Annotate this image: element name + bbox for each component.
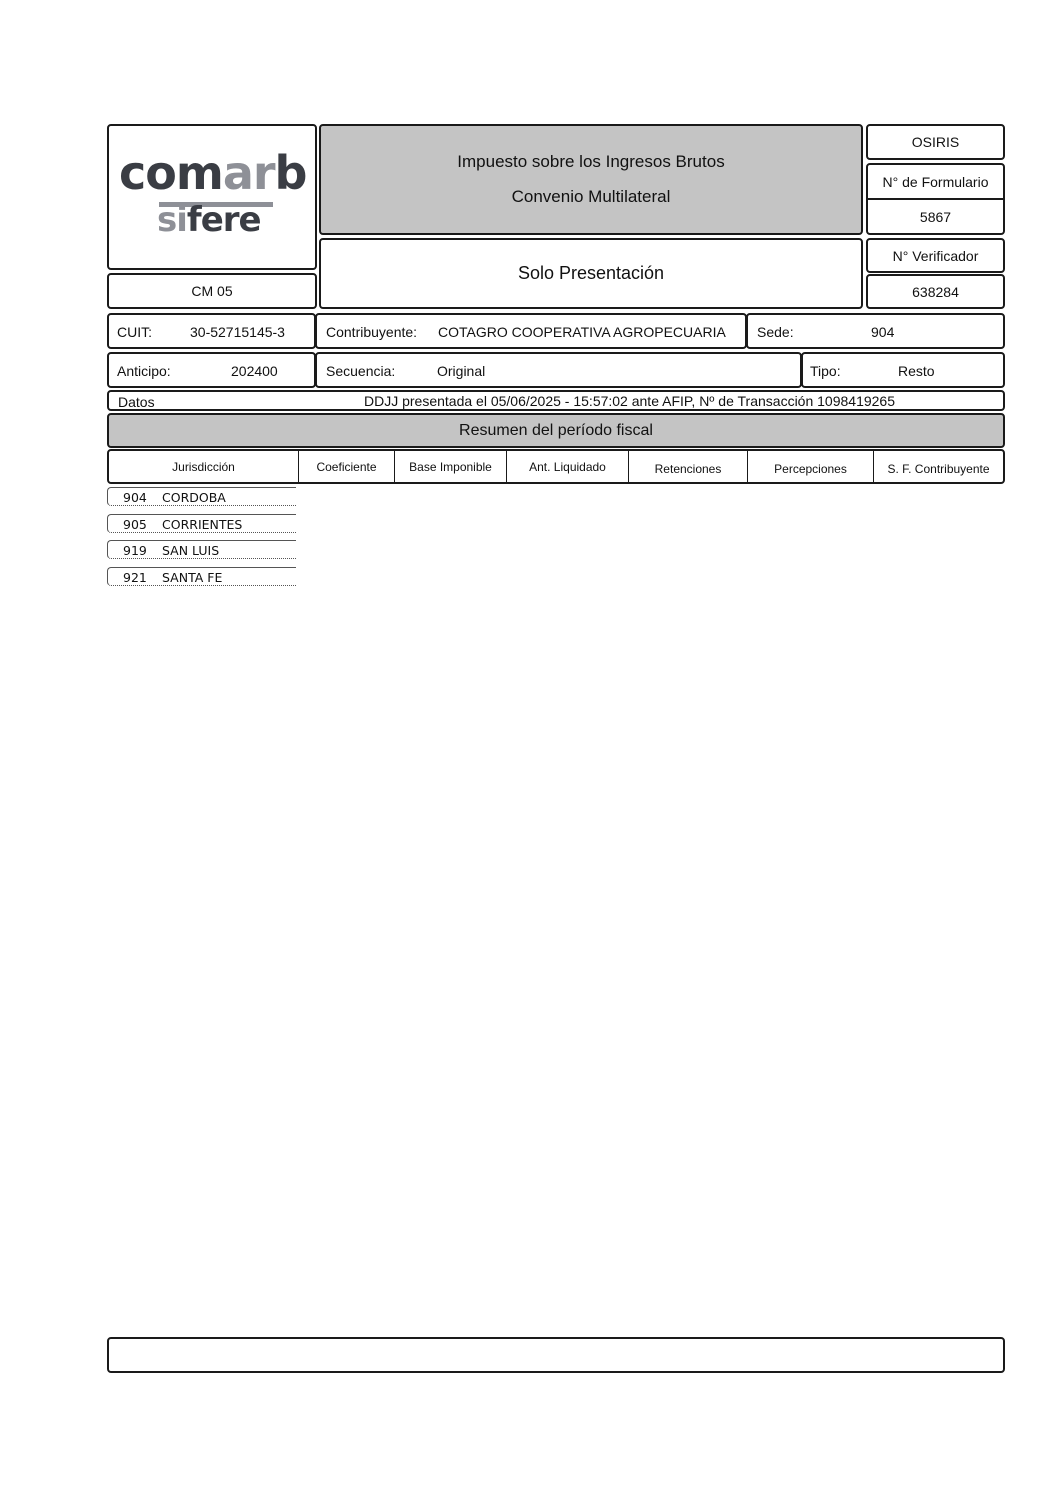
table-row bbox=[107, 567, 296, 586]
logo-box bbox=[107, 124, 317, 270]
jurisdiction-name: CORDOBA bbox=[162, 490, 226, 505]
taxpayer-box bbox=[315, 313, 747, 349]
tipo-value: Resto bbox=[898, 363, 935, 379]
table-row bbox=[107, 487, 296, 506]
verifier-label-box bbox=[866, 238, 1005, 273]
col-header: Base Imponible bbox=[409, 459, 492, 474]
cuit-label: CUIT: bbox=[117, 324, 152, 340]
tipo-label: Tipo: bbox=[810, 363, 841, 379]
table-row bbox=[107, 514, 296, 533]
taxpayer-label: Contribuyente: bbox=[326, 324, 418, 340]
jurisdiction-code: 919 bbox=[123, 543, 147, 558]
subtitle: Solo Presentación bbox=[517, 263, 665, 283]
title-box bbox=[319, 124, 863, 235]
footer-box bbox=[107, 1337, 1005, 1373]
comarb-logo: comarb bbox=[119, 146, 307, 200]
jurisdiction-code: 904 bbox=[123, 490, 147, 505]
jurisdiction-name: SAN LUIS bbox=[162, 543, 220, 558]
anticipo-label: Anticipo: bbox=[117, 363, 171, 379]
sede-value: 904 bbox=[871, 324, 895, 340]
sifere-logo: sifere bbox=[157, 200, 261, 240]
jurisdiction-code: 905 bbox=[123, 517, 147, 532]
secuencia-label: Secuencia: bbox=[326, 363, 396, 379]
col-header: Percepciones bbox=[774, 461, 847, 476]
sede-box bbox=[746, 313, 1005, 349]
jurisdiction-name: CORRIENTES bbox=[162, 517, 243, 532]
title-line-2: Convenio Multilateral bbox=[511, 187, 671, 206]
summary-header-row bbox=[107, 449, 1005, 484]
verifier-label: N° Verificador bbox=[892, 247, 979, 264]
form-number-divider bbox=[868, 198, 1003, 200]
summary-title: Resumen del período fiscal bbox=[459, 421, 653, 439]
col-header: Jurisdicción bbox=[172, 459, 235, 474]
form-code-box bbox=[107, 273, 317, 309]
form-code: CM 05 bbox=[191, 283, 233, 299]
cuit-box bbox=[107, 313, 316, 349]
datos-text: DDJJ presentada el 05/06/2025 - 15:57:02 ante AFIP, Nº de Transacción 1098419265 bbox=[364, 393, 896, 409]
summary-title-box bbox=[107, 413, 1005, 448]
verifier-number: 638284 bbox=[912, 283, 959, 300]
form-number-box bbox=[866, 163, 1005, 235]
sede-label: Sede: bbox=[757, 324, 794, 340]
col-header: Retenciones bbox=[654, 461, 722, 476]
datos-label: Datos bbox=[118, 394, 155, 410]
subtitle-box bbox=[319, 238, 863, 309]
title-line-1: Impuesto sobre los Ingresos Brutos bbox=[457, 152, 725, 171]
anticipo-value: 202400 bbox=[231, 363, 278, 379]
col-header: Ant. Liquidado bbox=[529, 459, 606, 474]
col-header: S. F. Contribuyente bbox=[887, 461, 990, 476]
taxpayer-name: COTAGRO COOPERATIVA AGROPECUARIA bbox=[438, 324, 726, 340]
form-number: 5867 bbox=[919, 209, 952, 225]
tipo-box bbox=[801, 352, 1005, 388]
jurisdiction-code: 921 bbox=[123, 570, 147, 585]
datos-box bbox=[107, 390, 1005, 411]
secuencia-value: Original bbox=[437, 363, 486, 379]
system-name: OSIRIS bbox=[911, 134, 960, 150]
verifier-box bbox=[866, 274, 1005, 309]
system-box bbox=[866, 124, 1005, 160]
secuencia-box bbox=[315, 352, 802, 388]
anticipo-box bbox=[107, 352, 316, 388]
table-row bbox=[107, 540, 296, 559]
col-header: Coeficiente bbox=[316, 459, 377, 474]
cuit-value: 30-52715145-3 bbox=[190, 324, 285, 340]
jurisdiction-name: SANTA FE bbox=[162, 570, 223, 585]
form-number-label: N° de Formulario bbox=[882, 174, 989, 190]
